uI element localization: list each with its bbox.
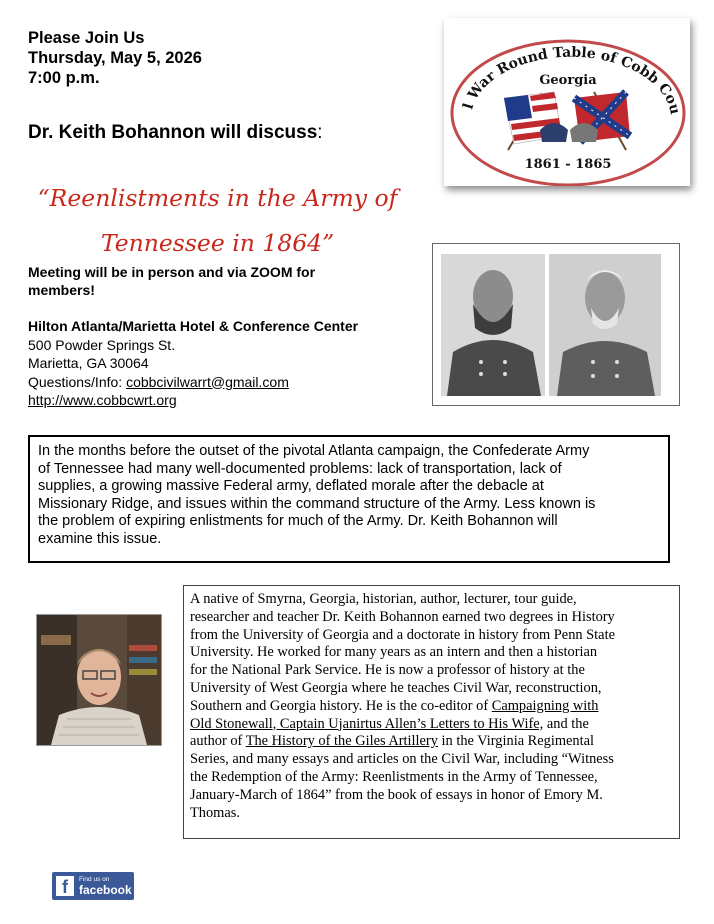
questions-label: Questions/Info: — [28, 373, 127, 390]
speaker-colon: : — [317, 122, 323, 143]
bio-line: the Redemption of the Army: Reenlistments in the Army of Tennessee, — [190, 768, 598, 785]
bio-line: for the National Park Service. He is now a professor of history at the — [190, 662, 585, 679]
bio-line: from the University of Georgia and a doctorate in history from Penn State — [190, 626, 615, 643]
summary-line-1: In the months before the outset of the pivotal Atlanta campaign, the Confederate Army — [38, 443, 590, 459]
talk-summary — [28, 435, 670, 563]
logo-state-text: Georgia — [539, 73, 597, 88]
bio-line: University. He worked for many years as an intern and then a historian — [190, 644, 598, 661]
facebook-find-us: Find us on — [79, 876, 110, 883]
bio-line: Series, and many essays and articles on the Civil War, including “Witness — [190, 751, 614, 768]
bio-line — [190, 698, 673, 716]
summary-line-4: Missionary Ridge, and issues within the command structure of the Army. Less known is — [38, 495, 596, 512]
summary-line-5: the problem of expiring enlistments for much of the Army. Dr. Keith Bohannon will — [38, 513, 558, 529]
book-title-2: The History of the Giles Artillery — [245, 733, 438, 750]
talk-title-line-1: “Reenlistments in the Army of — [37, 184, 398, 212]
join-line: Please Join Us — [28, 29, 145, 47]
speaker-photo-image — [37, 615, 161, 745]
summary-line-2: of Tennessee had many well-documented problems: lack of transportation, lack of — [38, 460, 562, 477]
speaker-photo — [36, 614, 162, 746]
summary-line-6: examine this issue. — [38, 530, 162, 547]
date-line: Thursday, May 5, 2026 — [28, 49, 202, 67]
facebook-badge[interactable] — [52, 872, 134, 900]
speaker-bio — [183, 585, 680, 839]
speaker-heading — [28, 122, 323, 144]
logo-arc-text: l War Round Table of Cobb Cou — [460, 44, 683, 116]
speaker-text: Dr. Keith Bohannon will discuss — [28, 122, 318, 143]
meeting-note-line-1: Meeting will be in person and via ZOOM for — [28, 264, 316, 280]
venue-block — [28, 317, 358, 410]
time-line: 7:00 p.m. — [28, 69, 100, 87]
bio-text: in the Virginia Regimental — [437, 733, 595, 750]
logo-emblem — [444, 18, 690, 186]
logo-years-text: 1861 - 1865 — [524, 157, 612, 172]
bio-line: A native of Smyrna, Georgia, historian, author, lecturer, tour guide, — [190, 591, 577, 607]
bio-line — [190, 716, 673, 734]
event-header — [28, 28, 202, 88]
talk-title — [10, 176, 425, 266]
venue-name: Hilton Atlanta/Marietta Hotel & Conference Center — [28, 318, 359, 334]
meeting-note-line-2: members! — [28, 282, 95, 298]
meeting-note — [28, 263, 418, 299]
bio-line: January-March of 1864” from the book of essays in honor of Emory M. — [190, 786, 603, 803]
facebook-wordmark: facebook — [79, 883, 132, 897]
bio-text: author of — [190, 733, 246, 750]
venue-city: Marietta, GA 30064 — [28, 355, 149, 371]
book-title-1: Campaigning with — [491, 697, 599, 714]
questions-line — [28, 373, 358, 392]
facebook-icon: f — [56, 876, 74, 896]
bio-text: Southern and Georgia history. He is the co-editor of — [190, 697, 492, 714]
venue-street: 500 Powder Springs St. — [28, 336, 176, 353]
summary-line-3: supplies, a growing massive Federal army, deflated morale after the debacle at — [38, 478, 544, 494]
email-link[interactable]: cobbcivilwarrt@gmail.com — [126, 373, 289, 390]
bio-line — [190, 733, 673, 751]
website-link[interactable]: http://www.cobbcwrt.org — [28, 392, 177, 408]
book-title-1-cont: Old Stonewall, Captain Ujanirtus Allen’s Letters to His Wife, — [190, 715, 544, 732]
general-portraits — [432, 243, 680, 406]
bio-line: researcher and teacher Dr. Keith Bohannon earned two degrees in History — [190, 608, 615, 625]
bio-line: University of West Georgia where he teaches Civil War, reconstruction, — [190, 679, 602, 696]
bio-text: and the — [543, 715, 589, 732]
round-table-logo — [444, 18, 690, 186]
portraits-image — [433, 244, 679, 405]
bio-line: Thomas. — [190, 804, 240, 821]
talk-title-line-2: Tennessee in 1864” — [100, 229, 335, 257]
